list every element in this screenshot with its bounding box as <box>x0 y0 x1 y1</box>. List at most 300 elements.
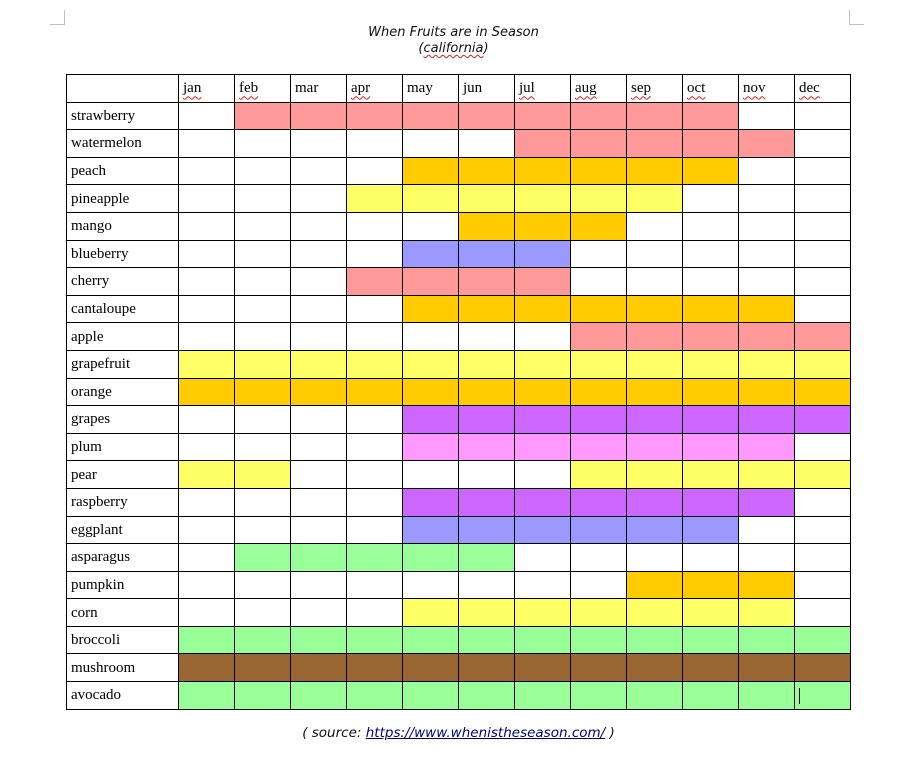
season-cell-apple-may[interactable] <box>403 323 459 351</box>
season-table[interactable] <box>66 74 851 710</box>
season-cell-mango-apr[interactable] <box>347 212 403 240</box>
season-cell-raspberry-jun[interactable] <box>459 488 515 516</box>
season-cell-cantaloupe-jun[interactable] <box>459 295 515 323</box>
season-cell-asparagus-jun[interactable] <box>459 544 515 572</box>
season-cell-corn-nov[interactable] <box>739 599 795 627</box>
season-cell-asparagus-nov[interactable] <box>739 544 795 572</box>
season-cell-avocado-nov[interactable] <box>739 682 795 710</box>
season-cell-strawberry-may[interactable] <box>403 102 459 130</box>
season-cell-plum-mar[interactable] <box>291 433 347 461</box>
season-cell-peach-feb[interactable] <box>235 157 291 185</box>
season-cell-plum-sep[interactable] <box>627 433 683 461</box>
season-cell-pear-jan[interactable] <box>179 461 235 489</box>
row-label-strawberry[interactable]: strawberry <box>67 102 179 130</box>
season-cell-asparagus-jul[interactable] <box>515 544 571 572</box>
season-cell-cantaloupe-may[interactable] <box>403 295 459 323</box>
season-cell-pineapple-jan[interactable] <box>179 185 235 213</box>
season-cell-peach-jan[interactable] <box>179 157 235 185</box>
season-cell-raspberry-dec[interactable] <box>795 488 851 516</box>
season-cell-plum-jun[interactable] <box>459 433 515 461</box>
season-cell-watermelon-jan[interactable] <box>179 130 235 158</box>
row-label-orange[interactable]: orange <box>67 378 179 406</box>
season-cell-pear-nov[interactable] <box>739 461 795 489</box>
season-cell-apple-dec[interactable] <box>795 323 851 351</box>
season-cell-mushroom-apr[interactable] <box>347 654 403 682</box>
season-cell-pineapple-apr[interactable] <box>347 185 403 213</box>
season-cell-peach-jul[interactable] <box>515 157 571 185</box>
season-cell-grapes-nov[interactable] <box>739 406 795 434</box>
season-cell-watermelon-sep[interactable] <box>627 130 683 158</box>
season-cell-broccoli-aug[interactable] <box>571 626 627 654</box>
page-subtitle[interactable] <box>0 41 907 57</box>
season-cell-watermelon-jun[interactable] <box>459 130 515 158</box>
row-label-avocado[interactable]: avocado <box>67 682 179 710</box>
season-cell-strawberry-oct[interactable] <box>683 102 739 130</box>
season-cell-strawberry-jun[interactable] <box>459 102 515 130</box>
season-cell-grapefruit-nov[interactable] <box>739 350 795 378</box>
season-cell-corn-mar[interactable] <box>291 599 347 627</box>
season-cell-mushroom-sep[interactable] <box>627 654 683 682</box>
season-cell-peach-aug[interactable] <box>571 157 627 185</box>
season-cell-raspberry-apr[interactable] <box>347 488 403 516</box>
season-cell-strawberry-aug[interactable] <box>571 102 627 130</box>
season-cell-eggplant-jan[interactable] <box>179 516 235 544</box>
season-cell-grapefruit-jul[interactable] <box>515 350 571 378</box>
season-cell-pear-oct[interactable] <box>683 461 739 489</box>
season-cell-mango-oct[interactable] <box>683 212 739 240</box>
season-cell-raspberry-jan[interactable] <box>179 488 235 516</box>
season-cell-pear-aug[interactable] <box>571 461 627 489</box>
season-cell-orange-sep[interactable] <box>627 378 683 406</box>
season-cell-plum-oct[interactable] <box>683 433 739 461</box>
season-cell-raspberry-jul[interactable] <box>515 488 571 516</box>
season-cell-plum-jul[interactable] <box>515 433 571 461</box>
season-cell-grapes-mar[interactable] <box>291 406 347 434</box>
season-cell-plum-feb[interactable] <box>235 433 291 461</box>
season-cell-asparagus-dec[interactable] <box>795 544 851 572</box>
season-cell-apple-nov[interactable] <box>739 323 795 351</box>
season-cell-raspberry-sep[interactable] <box>627 488 683 516</box>
season-cell-cherry-aug[interactable] <box>571 268 627 296</box>
season-cell-pumpkin-apr[interactable] <box>347 571 403 599</box>
season-cell-pineapple-oct[interactable] <box>683 185 739 213</box>
season-cell-grapefruit-jun[interactable] <box>459 350 515 378</box>
season-cell-peach-apr[interactable] <box>347 157 403 185</box>
season-cell-pineapple-jun[interactable] <box>459 185 515 213</box>
season-cell-cherry-apr[interactable] <box>347 268 403 296</box>
season-cell-cherry-nov[interactable] <box>739 268 795 296</box>
season-cell-strawberry-dec[interactable] <box>795 102 851 130</box>
season-cell-asparagus-oct[interactable] <box>683 544 739 572</box>
season-cell-pear-may[interactable] <box>403 461 459 489</box>
season-cell-peach-sep[interactable] <box>627 157 683 185</box>
season-cell-grapes-feb[interactable] <box>235 406 291 434</box>
season-cell-avocado-may[interactable] <box>403 682 459 710</box>
season-cell-eggplant-apr[interactable] <box>347 516 403 544</box>
row-label-pineapple[interactable]: pineapple <box>67 185 179 213</box>
season-cell-cherry-jun[interactable] <box>459 268 515 296</box>
season-cell-pear-jul[interactable] <box>515 461 571 489</box>
season-cell-mushroom-jun[interactable] <box>459 654 515 682</box>
season-cell-cantaloupe-dec[interactable] <box>795 295 851 323</box>
month-header-may[interactable] <box>403 75 459 103</box>
season-cell-corn-feb[interactable] <box>235 599 291 627</box>
season-cell-mango-jun[interactable] <box>459 212 515 240</box>
season-cell-corn-sep[interactable] <box>627 599 683 627</box>
season-cell-apple-jun[interactable] <box>459 323 515 351</box>
season-cell-cantaloupe-jan[interactable] <box>179 295 235 323</box>
season-cell-orange-may[interactable] <box>403 378 459 406</box>
season-cell-eggplant-feb[interactable] <box>235 516 291 544</box>
season-cell-grapefruit-jan[interactable] <box>179 350 235 378</box>
season-cell-orange-oct[interactable] <box>683 378 739 406</box>
season-cell-raspberry-nov[interactable] <box>739 488 795 516</box>
season-cell-broccoli-jul[interactable] <box>515 626 571 654</box>
season-cell-corn-aug[interactable] <box>571 599 627 627</box>
season-cell-grapefruit-mar[interactable] <box>291 350 347 378</box>
season-cell-pumpkin-oct[interactable] <box>683 571 739 599</box>
season-cell-pineapple-sep[interactable] <box>627 185 683 213</box>
season-cell-pumpkin-jan[interactable] <box>179 571 235 599</box>
season-cell-avocado-jul[interactable] <box>515 682 571 710</box>
season-cell-broccoli-feb[interactable] <box>235 626 291 654</box>
season-cell-broccoli-dec[interactable] <box>795 626 851 654</box>
month-header-feb[interactable] <box>235 75 291 103</box>
month-header-nov[interactable] <box>739 75 795 103</box>
season-cell-broccoli-apr[interactable] <box>347 626 403 654</box>
season-cell-cantaloupe-mar[interactable] <box>291 295 347 323</box>
month-header-apr[interactable] <box>347 75 403 103</box>
season-cell-avocado-mar[interactable] <box>291 682 347 710</box>
season-cell-orange-dec[interactable] <box>795 378 851 406</box>
season-cell-grapes-aug[interactable] <box>571 406 627 434</box>
season-cell-mango-dec[interactable] <box>795 212 851 240</box>
season-cell-cantaloupe-apr[interactable] <box>347 295 403 323</box>
season-cell-corn-may[interactable] <box>403 599 459 627</box>
season-cell-grapes-apr[interactable] <box>347 406 403 434</box>
season-cell-asparagus-jan[interactable] <box>179 544 235 572</box>
season-cell-strawberry-jul[interactable] <box>515 102 571 130</box>
row-label-peach[interactable]: peach <box>67 157 179 185</box>
season-cell-avocado-apr[interactable] <box>347 682 403 710</box>
row-label-asparagus[interactable]: asparagus <box>67 544 179 572</box>
season-cell-cherry-mar[interactable] <box>291 268 347 296</box>
season-cell-pumpkin-may[interactable] <box>403 571 459 599</box>
header-corner-cell[interactable] <box>67 75 179 103</box>
season-cell-avocado-sep[interactable] <box>627 682 683 710</box>
season-cell-broccoli-nov[interactable] <box>739 626 795 654</box>
season-cell-eggplant-jul[interactable] <box>515 516 571 544</box>
season-cell-pear-jun[interactable] <box>459 461 515 489</box>
season-cell-broccoli-oct[interactable] <box>683 626 739 654</box>
season-cell-strawberry-apr[interactable] <box>347 102 403 130</box>
season-cell-pumpkin-aug[interactable] <box>571 571 627 599</box>
season-cell-orange-feb[interactable] <box>235 378 291 406</box>
season-cell-blueberry-sep[interactable] <box>627 240 683 268</box>
season-cell-watermelon-mar[interactable] <box>291 130 347 158</box>
row-label-cantaloupe[interactable]: cantaloupe <box>67 295 179 323</box>
season-cell-avocado-dec[interactable] <box>795 682 851 710</box>
source-link[interactable]: https://www.whenistheseason.com/ <box>365 725 606 741</box>
season-cell-mushroom-feb[interactable] <box>235 654 291 682</box>
row-label-mango[interactable]: mango <box>67 212 179 240</box>
season-cell-orange-nov[interactable] <box>739 378 795 406</box>
month-header-jul[interactable] <box>515 75 571 103</box>
row-label-watermelon[interactable]: watermelon <box>67 130 179 158</box>
season-cell-plum-apr[interactable] <box>347 433 403 461</box>
season-cell-raspberry-aug[interactable] <box>571 488 627 516</box>
season-cell-cantaloupe-sep[interactable] <box>627 295 683 323</box>
season-cell-cantaloupe-feb[interactable] <box>235 295 291 323</box>
season-cell-broccoli-mar[interactable] <box>291 626 347 654</box>
season-cell-cherry-feb[interactable] <box>235 268 291 296</box>
season-cell-avocado-aug[interactable] <box>571 682 627 710</box>
season-cell-eggplant-nov[interactable] <box>739 516 795 544</box>
month-header-aug[interactable] <box>571 75 627 103</box>
season-cell-cantaloupe-nov[interactable] <box>739 295 795 323</box>
row-label-broccoli[interactable]: broccoli <box>67 626 179 654</box>
season-cell-pumpkin-sep[interactable] <box>627 571 683 599</box>
month-header-mar[interactable] <box>291 75 347 103</box>
season-cell-grapes-oct[interactable] <box>683 406 739 434</box>
season-cell-peach-oct[interactable] <box>683 157 739 185</box>
season-cell-mango-nov[interactable] <box>739 212 795 240</box>
season-cell-strawberry-nov[interactable] <box>739 102 795 130</box>
season-cell-avocado-jun[interactable] <box>459 682 515 710</box>
season-cell-plum-may[interactable] <box>403 433 459 461</box>
row-label-plum[interactable]: plum <box>67 433 179 461</box>
season-cell-cantaloupe-aug[interactable] <box>571 295 627 323</box>
month-header-oct[interactable] <box>683 75 739 103</box>
season-cell-pumpkin-nov[interactable] <box>739 571 795 599</box>
season-cell-eggplant-may[interactable] <box>403 516 459 544</box>
season-cell-plum-jan[interactable] <box>179 433 235 461</box>
season-cell-mushroom-jul[interactable] <box>515 654 571 682</box>
season-cell-mushroom-oct[interactable] <box>683 654 739 682</box>
season-cell-corn-oct[interactable] <box>683 599 739 627</box>
season-cell-blueberry-mar[interactable] <box>291 240 347 268</box>
season-cell-mushroom-dec[interactable] <box>795 654 851 682</box>
season-cell-pineapple-dec[interactable] <box>795 185 851 213</box>
season-cell-watermelon-apr[interactable] <box>347 130 403 158</box>
season-cell-watermelon-oct[interactable] <box>683 130 739 158</box>
month-header-jan[interactable] <box>179 75 235 103</box>
season-cell-mushroom-aug[interactable] <box>571 654 627 682</box>
season-cell-raspberry-mar[interactable] <box>291 488 347 516</box>
season-cell-corn-apr[interactable] <box>347 599 403 627</box>
season-cell-avocado-oct[interactable] <box>683 682 739 710</box>
season-cell-pineapple-jul[interactable] <box>515 185 571 213</box>
season-cell-mango-mar[interactable] <box>291 212 347 240</box>
season-cell-cherry-dec[interactable] <box>795 268 851 296</box>
month-header-jun[interactable] <box>459 75 515 103</box>
season-cell-orange-aug[interactable] <box>571 378 627 406</box>
season-cell-eggplant-dec[interactable] <box>795 516 851 544</box>
season-cell-avocado-feb[interactable] <box>235 682 291 710</box>
season-cell-grapefruit-feb[interactable] <box>235 350 291 378</box>
season-cell-cantaloupe-jul[interactable] <box>515 295 571 323</box>
season-cell-mango-aug[interactable] <box>571 212 627 240</box>
season-cell-peach-mar[interactable] <box>291 157 347 185</box>
season-cell-corn-jul[interactable] <box>515 599 571 627</box>
row-label-pumpkin[interactable]: pumpkin <box>67 571 179 599</box>
season-cell-watermelon-aug[interactable] <box>571 130 627 158</box>
row-label-grapefruit[interactable]: grapefruit <box>67 350 179 378</box>
season-cell-pear-apr[interactable] <box>347 461 403 489</box>
season-cell-pear-dec[interactable] <box>795 461 851 489</box>
season-cell-pear-mar[interactable] <box>291 461 347 489</box>
season-cell-orange-jun[interactable] <box>459 378 515 406</box>
season-cell-mushroom-mar[interactable] <box>291 654 347 682</box>
season-cell-blueberry-aug[interactable] <box>571 240 627 268</box>
season-cell-cherry-oct[interactable] <box>683 268 739 296</box>
season-cell-grapefruit-dec[interactable] <box>795 350 851 378</box>
season-cell-corn-jun[interactable] <box>459 599 515 627</box>
season-cell-grapes-jul[interactable] <box>515 406 571 434</box>
season-cell-blueberry-jul[interactable] <box>515 240 571 268</box>
season-cell-watermelon-dec[interactable] <box>795 130 851 158</box>
season-cell-pineapple-nov[interactable] <box>739 185 795 213</box>
season-cell-cantaloupe-oct[interactable] <box>683 295 739 323</box>
season-cell-cherry-jul[interactable] <box>515 268 571 296</box>
season-cell-plum-aug[interactable] <box>571 433 627 461</box>
season-cell-asparagus-apr[interactable] <box>347 544 403 572</box>
season-cell-peach-dec[interactable] <box>795 157 851 185</box>
season-cell-grapefruit-oct[interactable] <box>683 350 739 378</box>
season-cell-grapefruit-apr[interactable] <box>347 350 403 378</box>
season-cell-grapefruit-may[interactable] <box>403 350 459 378</box>
season-cell-pineapple-mar[interactable] <box>291 185 347 213</box>
season-cell-pumpkin-mar[interactable] <box>291 571 347 599</box>
season-cell-cherry-sep[interactable] <box>627 268 683 296</box>
season-cell-apple-oct[interactable] <box>683 323 739 351</box>
row-label-corn[interactable]: corn <box>67 599 179 627</box>
season-cell-peach-nov[interactable] <box>739 157 795 185</box>
season-cell-apple-apr[interactable] <box>347 323 403 351</box>
season-cell-cherry-may[interactable] <box>403 268 459 296</box>
season-cell-broccoli-jan[interactable] <box>179 626 235 654</box>
season-cell-broccoli-jun[interactable] <box>459 626 515 654</box>
season-cell-mango-jul[interactable] <box>515 212 571 240</box>
season-cell-blueberry-feb[interactable] <box>235 240 291 268</box>
season-cell-asparagus-may[interactable] <box>403 544 459 572</box>
season-cell-eggplant-oct[interactable] <box>683 516 739 544</box>
season-cell-blueberry-oct[interactable] <box>683 240 739 268</box>
season-cell-apple-jan[interactable] <box>179 323 235 351</box>
season-cell-peach-may[interactable] <box>403 157 459 185</box>
season-cell-watermelon-feb[interactable] <box>235 130 291 158</box>
season-cell-eggplant-jun[interactable] <box>459 516 515 544</box>
season-cell-apple-aug[interactable] <box>571 323 627 351</box>
season-cell-pineapple-may[interactable] <box>403 185 459 213</box>
season-cell-apple-feb[interactable] <box>235 323 291 351</box>
season-cell-apple-mar[interactable] <box>291 323 347 351</box>
season-cell-pumpkin-jul[interactable] <box>515 571 571 599</box>
season-cell-eggplant-mar[interactable] <box>291 516 347 544</box>
season-cell-apple-sep[interactable] <box>627 323 683 351</box>
season-cell-blueberry-jan[interactable] <box>179 240 235 268</box>
season-cell-blueberry-may[interactable] <box>403 240 459 268</box>
season-cell-corn-jan[interactable] <box>179 599 235 627</box>
season-cell-pear-sep[interactable] <box>627 461 683 489</box>
row-label-cherry[interactable]: cherry <box>67 268 179 296</box>
page-title[interactable]: When Fruits are in Season <box>368 25 539 40</box>
season-cell-broccoli-sep[interactable] <box>627 626 683 654</box>
season-cell-raspberry-oct[interactable] <box>683 488 739 516</box>
season-cell-blueberry-dec[interactable] <box>795 240 851 268</box>
season-cell-orange-jan[interactable] <box>179 378 235 406</box>
month-header-sep[interactable] <box>627 75 683 103</box>
season-cell-pineapple-aug[interactable] <box>571 185 627 213</box>
season-cell-broccoli-may[interactable] <box>403 626 459 654</box>
row-label-apple[interactable]: apple <box>67 323 179 351</box>
season-cell-pear-feb[interactable] <box>235 461 291 489</box>
season-cell-strawberry-jan[interactable] <box>179 102 235 130</box>
season-cell-mushroom-nov[interactable] <box>739 654 795 682</box>
season-cell-grapefruit-aug[interactable] <box>571 350 627 378</box>
row-label-blueberry[interactable]: blueberry <box>67 240 179 268</box>
season-cell-grapefruit-sep[interactable] <box>627 350 683 378</box>
season-cell-plum-dec[interactable] <box>795 433 851 461</box>
season-cell-blueberry-nov[interactable] <box>739 240 795 268</box>
season-cell-strawberry-mar[interactable] <box>291 102 347 130</box>
row-label-mushroom[interactable]: mushroom <box>67 654 179 682</box>
row-label-pear[interactable]: pear <box>67 461 179 489</box>
season-cell-orange-mar[interactable] <box>291 378 347 406</box>
season-cell-apple-jul[interactable] <box>515 323 571 351</box>
season-cell-grapes-may[interactable] <box>403 406 459 434</box>
season-cell-mango-sep[interactable] <box>627 212 683 240</box>
season-cell-grapes-dec[interactable] <box>795 406 851 434</box>
season-cell-watermelon-jul[interactable] <box>515 130 571 158</box>
season-cell-grapes-jun[interactable] <box>459 406 515 434</box>
season-cell-watermelon-nov[interactable] <box>739 130 795 158</box>
season-cell-grapes-jan[interactable] <box>179 406 235 434</box>
season-cell-mushroom-jan[interactable] <box>179 654 235 682</box>
season-cell-watermelon-may[interactable] <box>403 130 459 158</box>
season-cell-pumpkin-jun[interactable] <box>459 571 515 599</box>
row-label-grapes[interactable]: grapes <box>67 406 179 434</box>
season-cell-mushroom-may[interactable] <box>403 654 459 682</box>
season-cell-pumpkin-dec[interactable] <box>795 571 851 599</box>
season-cell-asparagus-aug[interactable] <box>571 544 627 572</box>
season-cell-strawberry-feb[interactable] <box>235 102 291 130</box>
season-cell-blueberry-jun[interactable] <box>459 240 515 268</box>
season-cell-orange-jul[interactable] <box>515 378 571 406</box>
row-label-raspberry[interactable]: raspberry <box>67 488 179 516</box>
season-cell-raspberry-may[interactable] <box>403 488 459 516</box>
season-cell-eggplant-aug[interactable] <box>571 516 627 544</box>
season-cell-peach-jun[interactable] <box>459 157 515 185</box>
season-cell-asparagus-sep[interactable] <box>627 544 683 572</box>
season-cell-mango-jan[interactable] <box>179 212 235 240</box>
season-cell-mango-feb[interactable] <box>235 212 291 240</box>
row-label-eggplant[interactable]: eggplant <box>67 516 179 544</box>
season-cell-pumpkin-feb[interactable] <box>235 571 291 599</box>
season-cell-orange-apr[interactable] <box>347 378 403 406</box>
month-header-dec[interactable] <box>795 75 851 103</box>
season-cell-cherry-jan[interactable] <box>179 268 235 296</box>
season-cell-eggplant-sep[interactable] <box>627 516 683 544</box>
season-cell-grapes-sep[interactable] <box>627 406 683 434</box>
season-cell-asparagus-feb[interactable] <box>235 544 291 572</box>
season-cell-asparagus-mar[interactable] <box>291 544 347 572</box>
season-cell-plum-nov[interactable] <box>739 433 795 461</box>
season-cell-blueberry-apr[interactable] <box>347 240 403 268</box>
season-cell-avocado-jan[interactable] <box>179 682 235 710</box>
season-cell-pineapple-feb[interactable] <box>235 185 291 213</box>
season-cell-strawberry-sep[interactable] <box>627 102 683 130</box>
